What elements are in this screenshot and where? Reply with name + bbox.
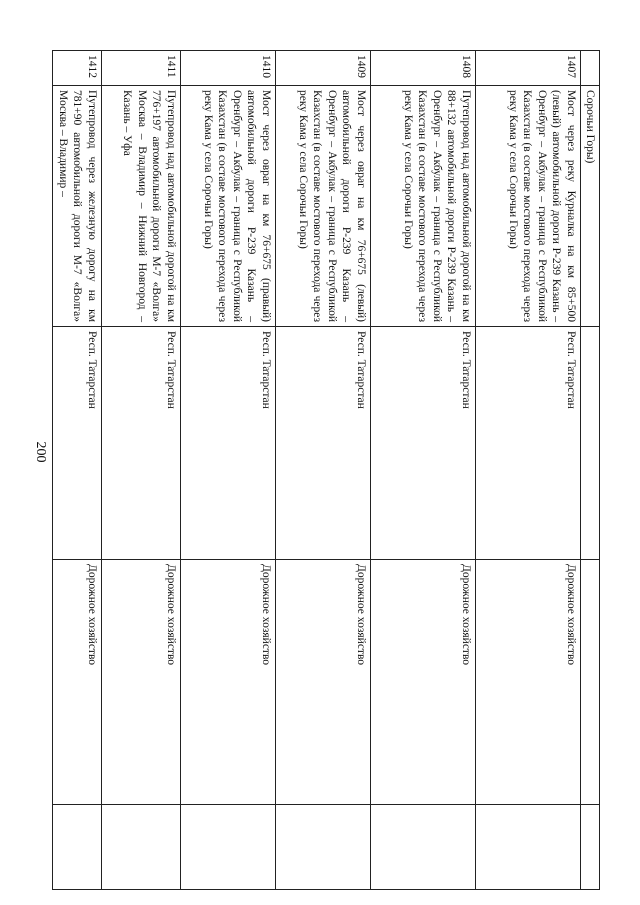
table-row (101, 51, 180, 890)
cell-category: Дорожное хозяйство (101, 560, 180, 805)
cell-name: Сорочьи Горы) (580, 86, 599, 327)
cell-name: Путепровод через железную дорогу на км 781+90 автомобильной дороги М-7 «Волга» Москва – Владимир – (53, 86, 101, 327)
cell-region: Респ. Татарстан (370, 327, 475, 560)
cell-extra (475, 805, 580, 890)
cell-name: Мост через овраг на км 76+675 (правый) автомобильной дороги Р-239 Казань – Оренбург – Акбулак – граница с Республикой Казахстан (в составе мостового перехода через реку Кама у села Сорочьи Горы) (180, 86, 275, 327)
cell-num: 1409 (275, 51, 370, 86)
table-row (475, 51, 580, 890)
cell-extra (275, 805, 370, 890)
cell-num: 1407 (475, 51, 580, 86)
cell-name: Мост через овраг на км 76+675 (левый) автомобильной дороги Р-239 Казань – Оренбург – Акбулак – граница с Республикой Казахстан (в составе мостового перехода через реку Кама у села Сорочьи Горы) (275, 86, 370, 327)
table-row (180, 51, 275, 890)
cell-extra (580, 805, 599, 890)
table-row (275, 51, 370, 890)
cell-num: 1410 (180, 51, 275, 86)
cell-category (580, 560, 599, 805)
cell-region: Респ. Татарстан (53, 327, 101, 560)
page-number: 200 (33, 441, 48, 463)
table-row (370, 51, 475, 890)
cell-extra (53, 805, 101, 890)
cell-num: 1411 (101, 51, 180, 86)
table-row (580, 51, 599, 890)
registry-table-container (40, 50, 600, 890)
cell-region: Респ. Татарстан (101, 327, 180, 560)
registry-table (53, 50, 601, 890)
cell-category: Дорожное хозяйство (370, 560, 475, 805)
cell-region: Респ. Татарстан (475, 327, 580, 560)
cell-region: Респ. Татарстан (180, 327, 275, 560)
cell-name: Путепровод над автомобильной дорогой на км 776+197 автомобильной дороги М-7 «Волга» Москва – Владимир – Нижний Новгород – Казань – Уфа (101, 86, 180, 327)
cell-name: Путепровод над автомобильной дорогой на км 88+132 автомобильной дороги Р-239 Казань – Оренбург – Акбулак – граница с Республикой Казахстан (в составе мостового перехода через реку Кама у села Сорочьи Горы) (370, 86, 475, 327)
cell-region (580, 327, 599, 560)
cell-region: Респ. Татарстан (275, 327, 370, 560)
cell-extra (370, 805, 475, 890)
cell-category: Дорожное хозяйство (180, 560, 275, 805)
cell-extra (180, 805, 275, 890)
cell-category: Дорожное хозяйство (275, 560, 370, 805)
cell-num: 1412 (53, 51, 101, 86)
cell-num: 1408 (370, 51, 475, 86)
cell-extra (101, 805, 180, 890)
cell-category: Дорожное хозяйство (475, 560, 580, 805)
table-row (53, 51, 101, 890)
cell-name: Мост через реку Курналка на км 85+500 (левый) автомобильной дороги Р-239 Казань – Оренбург – Акбулак – граница с Республикой Казахстан (в составе мостового перехода через реку Кама у села Сорочьи Горы) (475, 86, 580, 327)
cell-num (580, 51, 599, 86)
cell-category: Дорожное хозяйство (53, 560, 101, 805)
